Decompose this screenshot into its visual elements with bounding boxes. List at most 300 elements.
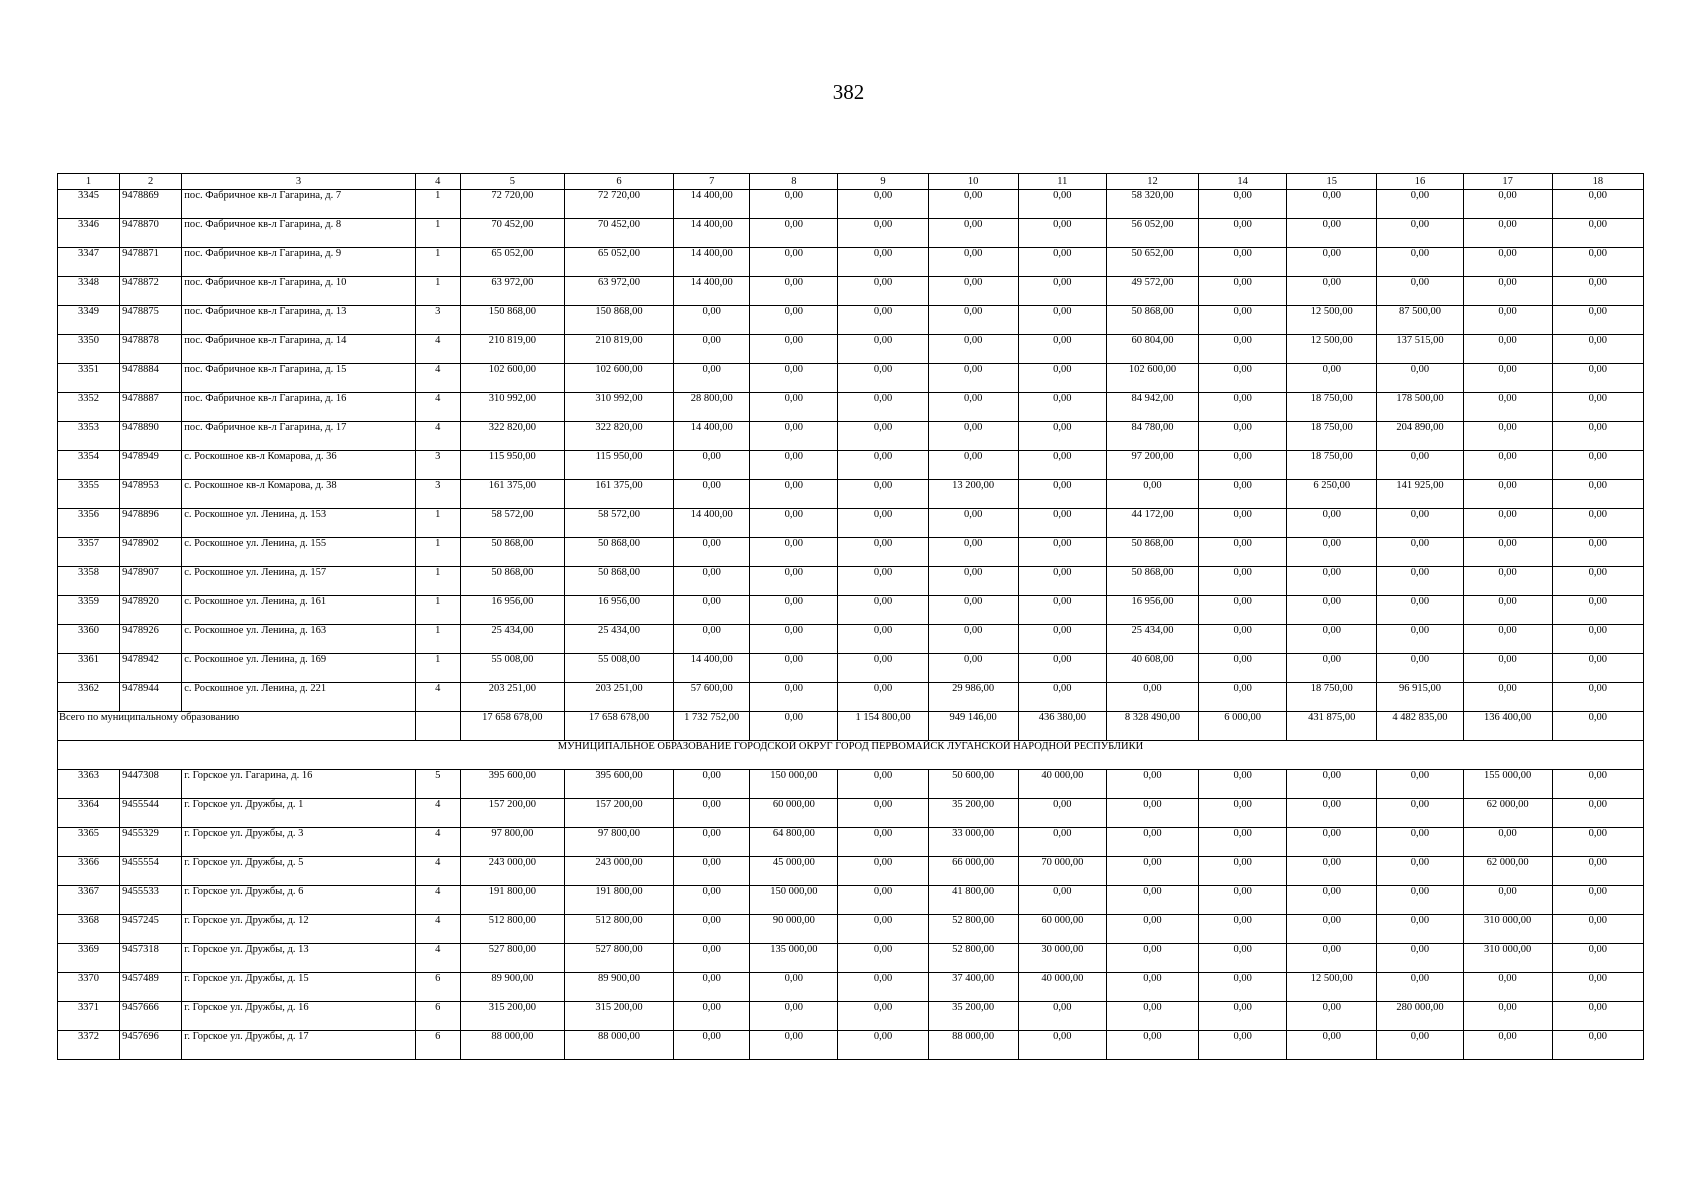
code-cell: 9455329 — [120, 828, 182, 857]
col-12-cell: 16 956,00 — [1106, 596, 1198, 625]
col-11-cell: 0,00 — [1018, 451, 1106, 480]
col-11-cell: 0,00 — [1018, 625, 1106, 654]
row-number-cell: 3347 — [58, 248, 120, 277]
col-16-cell: 0,00 — [1377, 828, 1463, 857]
col-18-cell: 0,00 — [1552, 509, 1643, 538]
address-cell: г. Горское ул. Дружбы, д. 5 — [182, 857, 415, 886]
col-12-cell: 50 652,00 — [1106, 248, 1198, 277]
col-7-cell: 0,00 — [674, 480, 750, 509]
code-cell: 9478944 — [120, 683, 182, 712]
col-12-cell: 60 804,00 — [1106, 335, 1198, 364]
amount-sum-cell: 50 868,00 — [564, 538, 673, 567]
address-cell: пос. Фабричное кв-л Гагарина, д. 8 — [182, 219, 415, 248]
address-cell: пос. Фабричное кв-л Гагарина, д. 15 — [182, 364, 415, 393]
col-9-cell: 0,00 — [838, 422, 928, 451]
col-9-cell: 0,00 — [838, 973, 928, 1002]
col-11-cell: 0,00 — [1018, 422, 1106, 451]
col-18-cell: 0,00 — [1552, 306, 1643, 335]
amount-total-cell: 315 200,00 — [460, 1002, 564, 1031]
category-cell: 6 — [415, 973, 460, 1002]
col-17-cell: 0,00 — [1463, 625, 1552, 654]
col-16-cell: 0,00 — [1377, 364, 1463, 393]
address-cell: пос. Фабричное кв-л Гагарина, д. 9 — [182, 248, 415, 277]
col-15-cell: 0,00 — [1287, 1002, 1377, 1031]
col-11-cell: 0,00 — [1018, 799, 1106, 828]
col-8-cell: 64 800,00 — [750, 828, 838, 857]
col-10-cell: 0,00 — [928, 248, 1018, 277]
col-15-cell: 18 750,00 — [1287, 683, 1377, 712]
table-row — [58, 683, 1644, 712]
col-12-cell: 50 868,00 — [1106, 306, 1198, 335]
col-9-cell: 0,00 — [838, 770, 928, 799]
col-10-cell: 0,00 — [928, 335, 1018, 364]
table-row — [58, 277, 1644, 306]
col-11-cell: 0,00 — [1018, 1031, 1106, 1060]
category-cell: 5 — [415, 770, 460, 799]
address-cell: пос. Фабричное кв-л Гагарина, д. 14 — [182, 335, 415, 364]
col-8-cell: 0,00 — [750, 248, 838, 277]
col-17-cell: 0,00 — [1463, 190, 1552, 219]
col-16-cell: 0,00 — [1377, 973, 1463, 1002]
col-12-cell: 0,00 — [1106, 770, 1198, 799]
col-7-cell: 0,00 — [674, 828, 750, 857]
col-18-cell: 0,00 — [1552, 770, 1643, 799]
col-14-cell: 0,00 — [1199, 248, 1287, 277]
col-15-cell: 0,00 — [1287, 944, 1377, 973]
category-cell: 4 — [415, 335, 460, 364]
col-18-cell: 0,00 — [1552, 944, 1643, 973]
col-7-cell: 0,00 — [674, 335, 750, 364]
amount-total-cell: 50 868,00 — [460, 567, 564, 596]
col-10-cell: 0,00 — [928, 306, 1018, 335]
amount-sum-cell: 89 900,00 — [564, 973, 673, 1002]
col-7-cell: 0,00 — [674, 973, 750, 1002]
col-16-cell: 0,00 — [1377, 654, 1463, 683]
address-cell: с. Роскошное ул. Ленина, д. 169 — [182, 654, 415, 683]
code-cell: 9447308 — [120, 770, 182, 799]
col-15-cell: 0,00 — [1287, 219, 1377, 248]
col-16-cell: 0,00 — [1377, 567, 1463, 596]
col-16-cell: 0,00 — [1377, 857, 1463, 886]
col-15-cell: 0,00 — [1287, 654, 1377, 683]
col-16-cell: 0,00 — [1377, 451, 1463, 480]
col-16-cell: 0,00 — [1377, 277, 1463, 306]
address-cell: г. Горское ул. Дружбы, д. 6 — [182, 886, 415, 915]
category-cell: 4 — [415, 393, 460, 422]
col-17-cell: 136 400,00 — [1463, 712, 1552, 741]
header-cell: 8 — [750, 174, 838, 190]
address-cell: г. Горское ул. Дружбы, д. 15 — [182, 973, 415, 1002]
col-12-cell: 0,00 — [1106, 1031, 1198, 1060]
table-row — [58, 857, 1644, 886]
amount-sum-cell: 65 052,00 — [564, 248, 673, 277]
col-16-cell: 0,00 — [1377, 219, 1463, 248]
col-8-cell: 0,00 — [750, 422, 838, 451]
col-15-cell: 0,00 — [1287, 799, 1377, 828]
header-cell: 4 — [415, 174, 460, 190]
col-16-cell: 0,00 — [1377, 944, 1463, 973]
col-11-cell: 436 380,00 — [1018, 712, 1106, 741]
code-cell: 9478869 — [120, 190, 182, 219]
col-17-cell: 0,00 — [1463, 828, 1552, 857]
category-cell: 4 — [415, 422, 460, 451]
category-cell: 4 — [415, 828, 460, 857]
col-10-cell: 0,00 — [928, 567, 1018, 596]
amount-sum-cell: 55 008,00 — [564, 654, 673, 683]
address-cell: с. Роскошное ул. Ленина, д. 153 — [182, 509, 415, 538]
amount-sum-cell: 395 600,00 — [564, 770, 673, 799]
col-15-cell: 0,00 — [1287, 248, 1377, 277]
row-number-cell: 3351 — [58, 364, 120, 393]
col-18-cell: 0,00 — [1552, 712, 1643, 741]
col-15-cell: 0,00 — [1287, 509, 1377, 538]
col-16-cell: 87 500,00 — [1377, 306, 1463, 335]
col-11-cell: 0,00 — [1018, 509, 1106, 538]
col-12-cell: 0,00 — [1106, 799, 1198, 828]
col-10-cell: 0,00 — [928, 596, 1018, 625]
header-cell: 12 — [1106, 174, 1198, 190]
col-8-cell: 0,00 — [750, 480, 838, 509]
address-cell: с. Роскошное ул. Ленина, д. 157 — [182, 567, 415, 596]
address-cell: г. Горское ул. Дружбы, д. 1 — [182, 799, 415, 828]
col-10-cell: 0,00 — [928, 364, 1018, 393]
col-7-cell: 14 400,00 — [674, 422, 750, 451]
col-14-cell: 0,00 — [1199, 393, 1287, 422]
col-15-cell: 0,00 — [1287, 915, 1377, 944]
col-18-cell: 0,00 — [1552, 190, 1643, 219]
col-9-cell: 0,00 — [838, 219, 928, 248]
col-7-cell: 14 400,00 — [674, 219, 750, 248]
col-10-cell: 0,00 — [928, 190, 1018, 219]
col-8-cell: 0,00 — [750, 1031, 838, 1060]
col-8-cell: 45 000,00 — [750, 857, 838, 886]
col-12-cell: 50 868,00 — [1106, 567, 1198, 596]
row-number-cell: 3364 — [58, 799, 120, 828]
col-8-cell: 0,00 — [750, 277, 838, 306]
col-16-cell: 0,00 — [1377, 538, 1463, 567]
code-cell: 9478942 — [120, 654, 182, 683]
col-18-cell: 0,00 — [1552, 393, 1643, 422]
table-row — [58, 567, 1644, 596]
category-cell: 4 — [415, 364, 460, 393]
col-18-cell: 0,00 — [1552, 683, 1643, 712]
col-16-cell: 96 915,00 — [1377, 683, 1463, 712]
col-16-cell: 178 500,00 — [1377, 393, 1463, 422]
row-number-cell: 3350 — [58, 335, 120, 364]
col-8-cell: 0,00 — [750, 219, 838, 248]
col-15-cell: 0,00 — [1287, 625, 1377, 654]
col-12-cell: 0,00 — [1106, 1002, 1198, 1031]
address-cell: г. Горское ул. Дружбы, д. 17 — [182, 1031, 415, 1060]
table-row — [58, 393, 1644, 422]
col-10-cell: 0,00 — [928, 422, 1018, 451]
col-7-cell: 0,00 — [674, 364, 750, 393]
col-12-cell: 40 608,00 — [1106, 654, 1198, 683]
col-18-cell: 0,00 — [1552, 828, 1643, 857]
header-row — [58, 174, 1644, 190]
col-15-cell: 0,00 — [1287, 277, 1377, 306]
row-number-cell: 3370 — [58, 973, 120, 1002]
amount-total-cell: 72 720,00 — [460, 190, 564, 219]
col-17-cell: 310 000,00 — [1463, 944, 1552, 973]
row-number-cell: 3358 — [58, 567, 120, 596]
amount-total-cell: 102 600,00 — [460, 364, 564, 393]
row-number-cell: 3353 — [58, 422, 120, 451]
header-cell: 3 — [182, 174, 415, 190]
col-17-cell: 0,00 — [1463, 654, 1552, 683]
header-cell: 17 — [1463, 174, 1552, 190]
col-15-cell: 0,00 — [1287, 770, 1377, 799]
col-9-cell: 0,00 — [838, 480, 928, 509]
col-7-cell: 0,00 — [674, 915, 750, 944]
col-15-cell: 0,00 — [1287, 886, 1377, 915]
col-11-cell: 0,00 — [1018, 828, 1106, 857]
col-16-cell: 0,00 — [1377, 1031, 1463, 1060]
address-cell: с. Роскошное ул. Ленина, д. 221 — [182, 683, 415, 712]
col-15-cell: 0,00 — [1287, 1031, 1377, 1060]
col-12-cell: 0,00 — [1106, 857, 1198, 886]
col-16-cell: 0,00 — [1377, 625, 1463, 654]
col-15-cell: 6 250,00 — [1287, 480, 1377, 509]
col-16-cell: 141 925,00 — [1377, 480, 1463, 509]
col-10-cell: 0,00 — [928, 451, 1018, 480]
col-7-cell: 14 400,00 — [674, 248, 750, 277]
col-14-cell: 0,00 — [1199, 625, 1287, 654]
data-table — [57, 173, 1644, 1060]
amount-total-cell: 150 868,00 — [460, 306, 564, 335]
col-9-cell: 0,00 — [838, 1031, 928, 1060]
col-14-cell: 0,00 — [1199, 857, 1287, 886]
col-9-cell: 0,00 — [838, 306, 928, 335]
header-cell: 14 — [1199, 174, 1287, 190]
row-number-cell: 3369 — [58, 944, 120, 973]
col-16-cell: 0,00 — [1377, 509, 1463, 538]
col-10-cell: 0,00 — [928, 538, 1018, 567]
category-cell: 4 — [415, 799, 460, 828]
col-18-cell: 0,00 — [1552, 915, 1643, 944]
col-14-cell: 0,00 — [1199, 915, 1287, 944]
col-15-cell: 12 500,00 — [1287, 973, 1377, 1002]
col-17-cell: 0,00 — [1463, 596, 1552, 625]
col-11-cell: 0,00 — [1018, 277, 1106, 306]
address-cell: с. Роскошное кв-л Комарова, д. 36 — [182, 451, 415, 480]
col-7-cell: 0,00 — [674, 944, 750, 973]
col-9-cell: 0,00 — [838, 451, 928, 480]
category-cell: 1 — [415, 219, 460, 248]
col-15-cell: 18 750,00 — [1287, 422, 1377, 451]
col-15-cell: 0,00 — [1287, 538, 1377, 567]
col-8-cell: 0,00 — [750, 364, 838, 393]
col-11-cell: 0,00 — [1018, 538, 1106, 567]
col-18-cell: 0,00 — [1552, 480, 1643, 509]
col-14-cell: 0,00 — [1199, 596, 1287, 625]
col-9-cell: 0,00 — [838, 799, 928, 828]
col-10-cell: 41 800,00 — [928, 886, 1018, 915]
address-cell: г. Горское ул. Дружбы, д. 16 — [182, 1002, 415, 1031]
col-8-cell: 0,00 — [750, 451, 838, 480]
col-18-cell: 0,00 — [1552, 625, 1643, 654]
col-11-cell: 0,00 — [1018, 886, 1106, 915]
amount-sum-cell: 243 000,00 — [564, 857, 673, 886]
code-cell: 9478871 — [120, 248, 182, 277]
col-17-cell: 62 000,00 — [1463, 799, 1552, 828]
category-cell: 4 — [415, 915, 460, 944]
col-7-cell: 14 400,00 — [674, 277, 750, 306]
amount-total-cell: 161 375,00 — [460, 480, 564, 509]
col-10-cell: 0,00 — [928, 509, 1018, 538]
row-number-cell: 3366 — [58, 857, 120, 886]
col-12-cell: 49 572,00 — [1106, 277, 1198, 306]
code-cell: 9478907 — [120, 567, 182, 596]
code-cell: 9478926 — [120, 625, 182, 654]
category-cell: 6 — [415, 1002, 460, 1031]
col-14-cell: 0,00 — [1199, 480, 1287, 509]
col-15-cell: 0,00 — [1287, 857, 1377, 886]
col-10-cell: 949 146,00 — [928, 712, 1018, 741]
col-14-cell: 6 000,00 — [1199, 712, 1287, 741]
col-14-cell: 0,00 — [1199, 683, 1287, 712]
category-cell: 1 — [415, 625, 460, 654]
col-10-cell: 52 800,00 — [928, 944, 1018, 973]
col-11-cell: 0,00 — [1018, 683, 1106, 712]
category-cell: 4 — [415, 857, 460, 886]
table-row — [58, 828, 1644, 857]
col-18-cell: 0,00 — [1552, 364, 1643, 393]
table-row — [58, 799, 1644, 828]
code-cell: 9478870 — [120, 219, 182, 248]
col-8-cell: 0,00 — [750, 538, 838, 567]
col-18-cell: 0,00 — [1552, 596, 1643, 625]
address-cell: с. Роскошное кв-л Комарова, д. 38 — [182, 480, 415, 509]
col-9-cell: 0,00 — [838, 335, 928, 364]
col-14-cell: 0,00 — [1199, 422, 1287, 451]
category-cell: 4 — [415, 886, 460, 915]
col-14-cell: 0,00 — [1199, 973, 1287, 1002]
row-number-cell: 3346 — [58, 219, 120, 248]
amount-total-cell: 527 800,00 — [460, 944, 564, 973]
address-cell: с. Роскошное ул. Ленина, д. 161 — [182, 596, 415, 625]
category-cell: 1 — [415, 509, 460, 538]
code-cell: 9457318 — [120, 944, 182, 973]
category-cell: 1 — [415, 654, 460, 683]
col-14-cell: 0,00 — [1199, 335, 1287, 364]
amount-total-cell: 50 868,00 — [460, 538, 564, 567]
col-14-cell: 0,00 — [1199, 654, 1287, 683]
address-cell: пос. Фабричное кв-л Гагарина, д. 7 — [182, 190, 415, 219]
row-number-cell: 3362 — [58, 683, 120, 712]
col-9-cell: 0,00 — [838, 190, 928, 219]
col-17-cell: 0,00 — [1463, 886, 1552, 915]
code-cell: 9478884 — [120, 364, 182, 393]
col-14-cell: 0,00 — [1199, 451, 1287, 480]
row-number-cell: 3371 — [58, 1002, 120, 1031]
col-12-cell: 0,00 — [1106, 480, 1198, 509]
amount-total-cell: 25 434,00 — [460, 625, 564, 654]
row-number-cell: 3357 — [58, 538, 120, 567]
col-17-cell: 0,00 — [1463, 248, 1552, 277]
row-number-cell: 3348 — [58, 277, 120, 306]
table-row — [58, 422, 1644, 451]
table-row — [58, 538, 1644, 567]
col-10-cell: 0,00 — [928, 277, 1018, 306]
col-7-cell: 0,00 — [674, 306, 750, 335]
amount-sum-cell: 115 950,00 — [564, 451, 673, 480]
col-11-cell: 70 000,00 — [1018, 857, 1106, 886]
amount-sum-cell: 102 600,00 — [564, 364, 673, 393]
col-8-cell: 0,00 — [750, 683, 838, 712]
col-14-cell: 0,00 — [1199, 1031, 1287, 1060]
code-cell: 9457245 — [120, 915, 182, 944]
col-9-cell: 1 154 800,00 — [838, 712, 928, 741]
code-cell: 9478872 — [120, 277, 182, 306]
amount-sum-cell: 16 956,00 — [564, 596, 673, 625]
amount-total-cell: 17 658 678,00 — [460, 712, 564, 741]
col-10-cell: 35 200,00 — [928, 799, 1018, 828]
amount-total-cell: 191 800,00 — [460, 886, 564, 915]
col-7-cell: 0,00 — [674, 857, 750, 886]
col-12-cell: 0,00 — [1106, 828, 1198, 857]
amount-sum-cell: 72 720,00 — [564, 190, 673, 219]
amount-total-cell: 310 992,00 — [460, 393, 564, 422]
col-10-cell: 29 986,00 — [928, 683, 1018, 712]
amount-sum-cell: 70 452,00 — [564, 219, 673, 248]
address-cell: с. Роскошное ул. Ленина, д. 163 — [182, 625, 415, 654]
table-row — [58, 190, 1644, 219]
col-8-cell: 0,00 — [750, 509, 838, 538]
col-18-cell: 0,00 — [1552, 335, 1643, 364]
table-row — [58, 596, 1644, 625]
col-17-cell: 0,00 — [1463, 451, 1552, 480]
col-12-cell: 0,00 — [1106, 886, 1198, 915]
col-15-cell: 0,00 — [1287, 828, 1377, 857]
row-number-cell: 3365 — [58, 828, 120, 857]
category-cell: 1 — [415, 538, 460, 567]
table-row — [58, 451, 1644, 480]
col-12-cell: 58 320,00 — [1106, 190, 1198, 219]
col-17-cell: 155 000,00 — [1463, 770, 1552, 799]
col-8-cell: 150 000,00 — [750, 770, 838, 799]
col-11-cell: 0,00 — [1018, 306, 1106, 335]
col-17-cell: 0,00 — [1463, 973, 1552, 1002]
col-11-cell: 0,00 — [1018, 654, 1106, 683]
code-cell: 9457666 — [120, 1002, 182, 1031]
col-9-cell: 0,00 — [838, 364, 928, 393]
col-9-cell: 0,00 — [838, 944, 928, 973]
col-15-cell: 0,00 — [1287, 364, 1377, 393]
page-number: 382 — [832, 80, 865, 104]
col-18-cell: 0,00 — [1552, 973, 1643, 1002]
col-18-cell: 0,00 — [1552, 277, 1643, 306]
col-7-cell: 14 400,00 — [674, 654, 750, 683]
amount-total-cell: 395 600,00 — [460, 770, 564, 799]
table-row — [58, 1031, 1644, 1060]
col-17-cell: 0,00 — [1463, 1002, 1552, 1031]
col-16-cell: 4 482 835,00 — [1377, 712, 1463, 741]
col-14-cell: 0,00 — [1199, 770, 1287, 799]
col-9-cell: 0,00 — [838, 625, 928, 654]
col-7-cell: 0,00 — [674, 451, 750, 480]
amount-sum-cell: 203 251,00 — [564, 683, 673, 712]
col-16-cell: 0,00 — [1377, 190, 1463, 219]
col-18-cell: 0,00 — [1552, 654, 1643, 683]
table-row — [58, 770, 1644, 799]
col-18-cell: 0,00 — [1552, 567, 1643, 596]
col-8-cell: 0,00 — [750, 596, 838, 625]
amount-total-cell: 58 572,00 — [460, 509, 564, 538]
table-row — [58, 944, 1644, 973]
col-12-cell: 97 200,00 — [1106, 451, 1198, 480]
amount-total-cell: 210 819,00 — [460, 335, 564, 364]
